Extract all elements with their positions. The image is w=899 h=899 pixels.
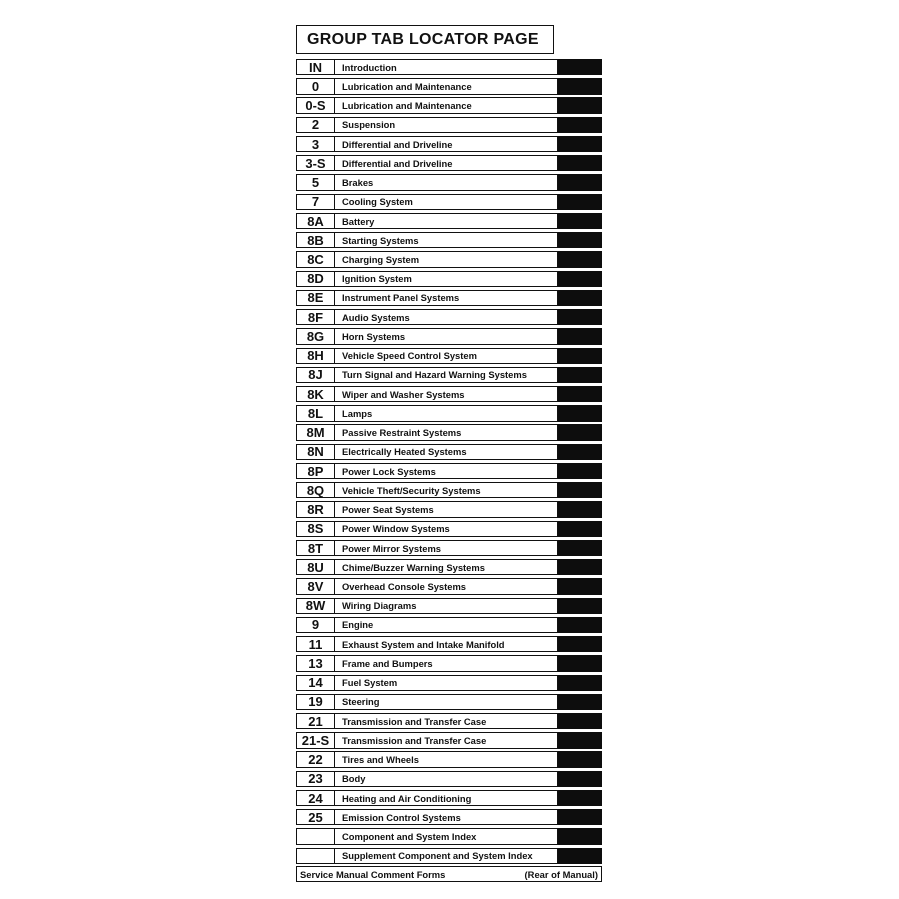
group-code: 8M [297,425,335,439]
group-row[interactable] [296,444,602,460]
group-label: Overhead Console Systems [342,580,467,592]
black-tab-marker[interactable] [558,771,602,787]
group-row[interactable] [296,463,602,479]
group-code: 8S [297,522,335,536]
group-entry-box [296,424,558,440]
group-row[interactable] [296,271,602,287]
footer-right-text: (Rear of Manual) [524,868,598,880]
group-entry-box [296,463,558,479]
group-entry-box [296,751,558,767]
group-entry-box [296,232,558,248]
group-row[interactable] [296,828,602,844]
group-code: 19 [297,695,335,709]
black-tab-marker[interactable] [558,482,602,498]
group-entry-box [296,501,558,517]
group-label: Tires and Wheels [342,754,419,766]
group-entry-box [296,367,558,383]
black-tab-marker[interactable] [558,617,602,633]
group-label: Charging System [342,253,420,265]
black-tab-marker[interactable] [558,117,602,133]
black-tab-marker[interactable] [558,751,602,767]
group-code [297,849,335,863]
group-entry-box [296,97,558,113]
group-code: 5 [297,175,335,189]
group-label: Vehicle Speed Control System [342,350,477,362]
group-code: 24 [297,791,335,805]
black-tab-marker[interactable] [558,405,602,421]
group-code: 13 [297,656,335,670]
black-tab-marker[interactable] [558,828,602,844]
black-tab-marker[interactable] [558,444,602,460]
group-row[interactable] [296,424,602,440]
group-row[interactable] [296,675,602,691]
group-entry-box [296,155,558,171]
black-tab-marker[interactable] [558,732,602,748]
group-code: 25 [297,810,335,824]
group-row[interactable] [296,348,602,364]
black-tab-marker[interactable] [558,636,602,652]
group-entry-box [296,78,558,94]
group-code: 7 [297,195,335,209]
black-tab-marker[interactable] [558,540,602,556]
group-row[interactable] [296,598,602,614]
group-label: Ignition System [342,273,412,285]
group-entry-box [296,59,558,75]
page-title [296,25,554,54]
group-code: 22 [297,752,335,766]
group-row[interactable] [296,290,602,306]
group-entry-box [296,444,558,460]
group-label: Power Mirror Systems [342,542,441,554]
group-entry-box [296,771,558,787]
black-tab-marker[interactable] [558,59,602,75]
group-code: 8F [297,310,335,324]
group-code: 8J [297,368,335,382]
group-label: Introduction [342,61,397,73]
group-code: 0-S [297,98,335,112]
group-row[interactable] [296,751,602,767]
group-row[interactable] [296,617,602,633]
group-entry-box [296,559,558,575]
group-code: 8G [297,329,335,343]
group-entry-box [296,732,558,748]
group-row[interactable] [296,367,602,383]
group-label: Wiper and Washer Systems [342,388,465,400]
group-row[interactable] [296,809,602,825]
group-label: Instrument Panel Systems [342,292,460,304]
black-tab-marker[interactable] [558,174,602,190]
black-tab-marker[interactable] [558,809,602,825]
group-row[interactable] [296,848,602,864]
group-entry-box [296,290,558,306]
black-tab-marker[interactable] [558,251,602,267]
group-code: 8P [297,464,335,478]
group-label: Battery [342,215,375,227]
group-label: Steering [342,696,380,708]
black-tab-marker[interactable] [558,559,602,575]
group-entry-box [296,405,558,421]
group-code: 8E [297,291,335,305]
group-row[interactable] [296,78,602,94]
group-label: Engine [342,619,374,631]
group-code: 8C [297,252,335,266]
black-tab-marker[interactable] [558,713,602,729]
black-tab-marker[interactable] [558,501,602,517]
black-tab-marker[interactable] [558,309,602,325]
group-code: 8D [297,272,335,286]
group-entry-box [296,251,558,267]
black-tab-marker[interactable] [558,655,602,671]
group-row[interactable] [296,636,602,652]
group-label: Exhaust System and Intake Manifold [342,638,505,650]
black-tab-marker[interactable] [558,848,602,864]
group-row[interactable] [296,117,602,133]
page-title-text: GROUP TAB LOCATOR PAGE [307,30,539,48]
group-entry-box [296,174,558,190]
group-label: Frame and Bumpers [342,657,433,669]
group-row[interactable] [296,386,602,402]
black-tab-marker[interactable] [558,521,602,537]
group-label: Component and System Index [342,831,477,843]
group-code: 8R [297,502,335,516]
group-label: Passive Restraint Systems [342,427,462,439]
group-label: Transmission and Transfer Case [342,734,487,746]
group-code: 8U [297,560,335,574]
group-entry-box [296,136,558,152]
group-entry-box [296,578,558,594]
group-label: Emission Control Systems [342,811,461,823]
group-entry-box [296,713,558,729]
group-row[interactable] [296,59,602,75]
group-row[interactable] [296,194,602,210]
group-entry-box [296,521,558,537]
group-label: Suspension [342,119,396,131]
black-tab-marker[interactable] [558,290,602,306]
footer-left-text: Service Manual Comment Forms [300,868,446,880]
group-code: 8L [297,406,335,420]
group-row[interactable] [296,174,602,190]
group-label: Body [342,773,366,785]
group-label: Differential and Driveline [342,138,453,150]
group-code: 21 [297,714,335,728]
black-tab-marker[interactable] [558,328,602,344]
black-tab-marker[interactable] [558,675,602,691]
black-tab-marker[interactable] [558,271,602,287]
black-tab-marker[interactable] [558,155,602,171]
group-tab-list [296,59,602,867]
black-tab-marker[interactable] [558,424,602,440]
black-tab-marker[interactable] [558,136,602,152]
group-entry-box [296,636,558,652]
group-label: Lubrication and Maintenance [342,100,472,112]
group-entry-box [296,117,558,133]
group-label: Transmission and Transfer Case [342,715,487,727]
black-tab-marker[interactable] [558,232,602,248]
group-row[interactable] [296,521,602,537]
group-entry-box [296,386,558,402]
group-entry-box [296,598,558,614]
group-row[interactable] [296,559,602,575]
group-entry-box [296,194,558,210]
group-entry-box [296,213,558,229]
group-code: 3 [297,137,335,151]
group-entry-box [296,828,558,844]
group-row[interactable] [296,251,602,267]
group-label: Electrically Heated Systems [342,446,467,458]
group-entry-box [296,617,558,633]
black-tab-marker[interactable] [558,598,602,614]
group-label: Differential and Driveline [342,157,453,169]
group-label: Horn Systems [342,330,406,342]
group-label: Chime/Buzzer Warning Systems [342,561,485,573]
group-entry-box [296,694,558,710]
group-row[interactable] [296,655,602,671]
group-code: 9 [297,618,335,632]
black-tab-marker[interactable] [558,194,602,210]
group-label: Vehicle Theft/Security Systems [342,484,481,496]
group-row[interactable] [296,694,602,710]
group-entry-box [296,482,558,498]
group-code: 0 [297,79,335,93]
group-entry-box [296,848,558,864]
group-entry-box [296,675,558,691]
group-row[interactable] [296,501,602,517]
group-code: 8T [297,541,335,555]
group-row[interactable] [296,405,602,421]
group-label: Audio Systems [342,311,410,323]
group-entry-box [296,809,558,825]
group-row[interactable] [296,790,602,806]
group-row[interactable] [296,155,602,171]
group-row[interactable] [296,232,602,248]
group-row[interactable] [296,578,602,594]
black-tab-marker[interactable] [558,386,602,402]
group-label: Power Lock Systems [342,465,436,477]
group-row[interactable] [296,97,602,113]
group-code: 8Q [297,483,335,497]
black-tab-marker[interactable] [558,348,602,364]
group-entry-box [296,271,558,287]
group-code: 23 [297,772,335,786]
group-label: Fuel System [342,677,398,689]
black-tab-marker[interactable] [558,790,602,806]
group-row[interactable] [296,328,602,344]
group-entry-box [296,655,558,671]
group-entry-box [296,790,558,806]
group-code: 8H [297,349,335,363]
group-label: Lamps [342,407,373,419]
group-row[interactable] [296,540,602,556]
group-entry-box [296,348,558,364]
group-code: 8N [297,445,335,459]
group-label: Turn Signal and Hazard Warning Systems [342,369,527,381]
group-label: Heating and Air Conditioning [342,792,472,804]
group-row[interactable] [296,136,602,152]
group-code: 8V [297,579,335,593]
group-label: Wiring Diagrams [342,600,417,612]
group-entry-box [296,309,558,325]
group-row[interactable] [296,771,602,787]
group-label: Power Window Systems [342,523,450,535]
group-code: IN [297,60,335,74]
group-code: 3-S [297,156,335,170]
group-code: 8A [297,214,335,228]
group-code: 2 [297,118,335,132]
group-code: 8K [297,387,335,401]
group-label: Brakes [342,177,374,189]
group-code [297,829,335,843]
black-tab-marker[interactable] [558,463,602,479]
black-tab-marker[interactable] [558,367,602,383]
footer-row [296,866,602,882]
group-row[interactable] [296,213,602,229]
group-row[interactable] [296,732,602,748]
black-tab-marker[interactable] [558,578,602,594]
group-label: Cooling System [342,196,413,208]
group-label: Power Seat Systems [342,504,434,516]
group-code: 8B [297,233,335,247]
group-code: 21-S [297,733,335,747]
group-label: Lubrication and Maintenance [342,80,472,92]
black-tab-marker[interactable] [558,213,602,229]
group-row[interactable] [296,713,602,729]
group-label: Supplement Component and System Index [342,850,533,862]
group-code: 11 [297,637,335,651]
group-code: 14 [297,676,335,690]
group-label: Starting Systems [342,234,419,246]
group-row[interactable] [296,309,602,325]
black-tab-marker[interactable] [558,694,602,710]
black-tab-marker[interactable] [558,97,602,113]
black-tab-marker[interactable] [558,78,602,94]
group-code: 8W [297,599,335,613]
group-row[interactable] [296,482,602,498]
group-entry-box [296,328,558,344]
group-entry-box [296,540,558,556]
